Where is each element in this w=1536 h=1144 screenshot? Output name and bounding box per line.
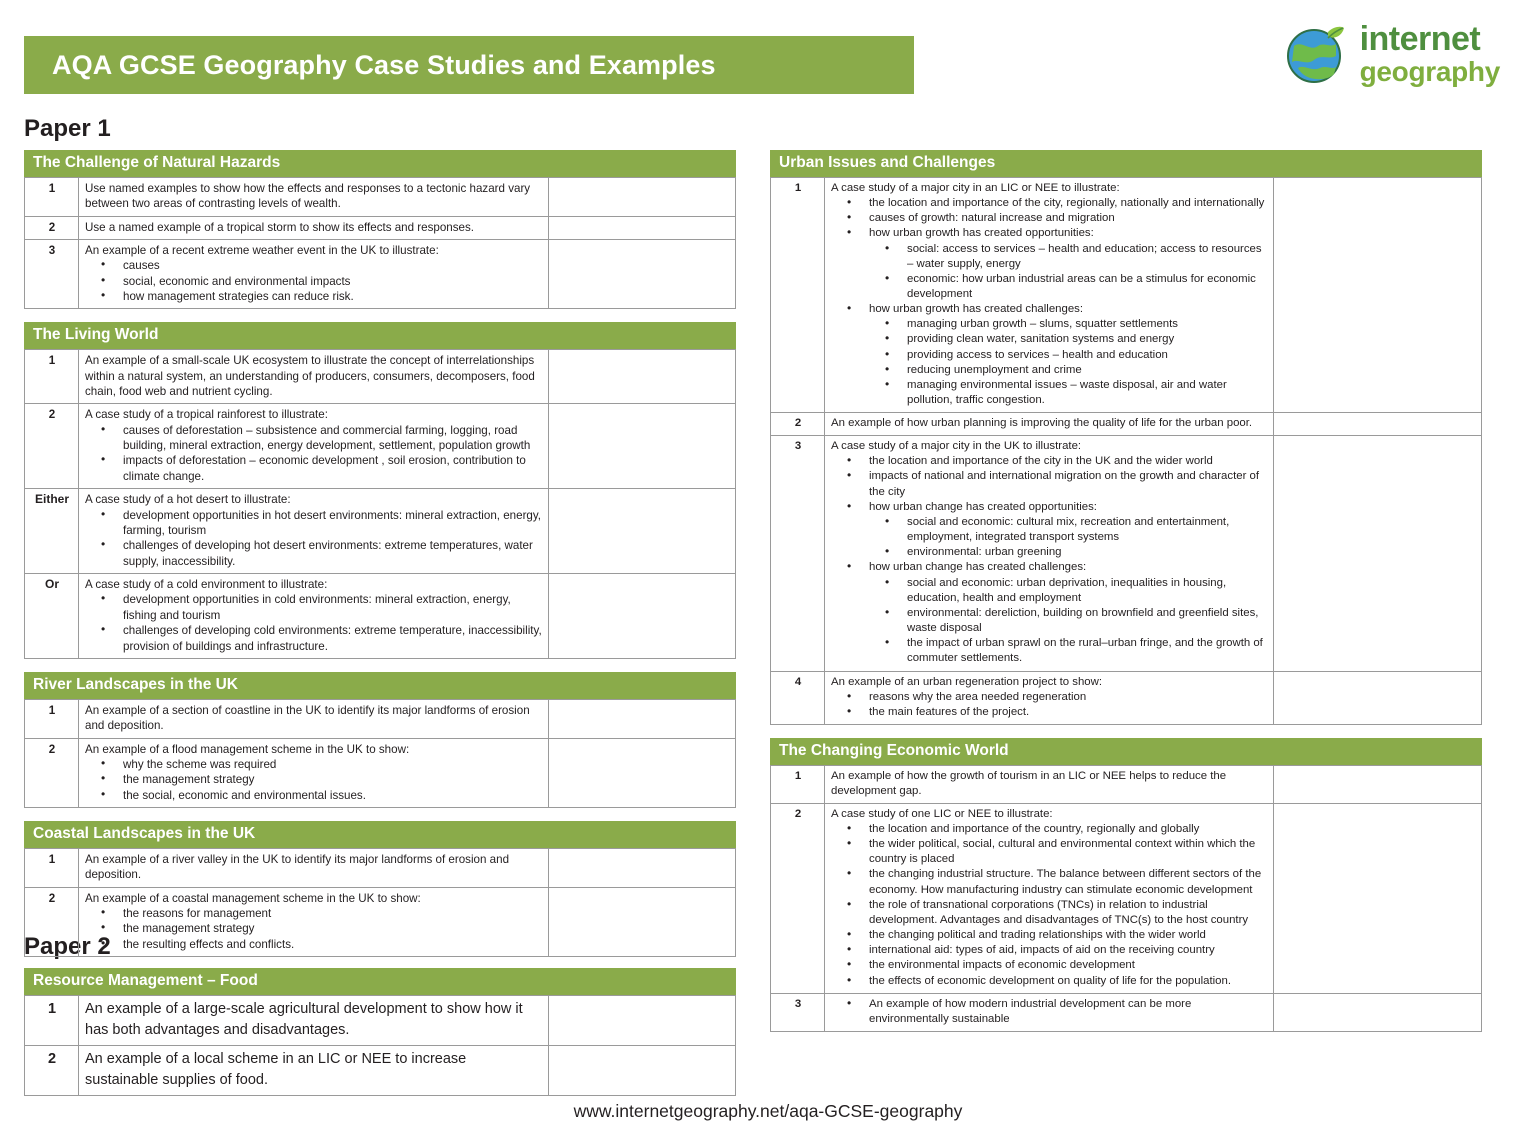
row-tickbox[interactable] [549,216,736,239]
row-number: 2 [25,887,79,957]
row-number: 1 [25,178,79,217]
section-title: The Changing Economic World [770,738,1482,765]
table-row [771,993,1482,1031]
row-number: 1 [25,996,79,1046]
row-lead: An example of a recent extreme weather event in the UK to illustrate: [85,243,439,257]
sub-bullet-item: • environmental: urban greening [869,545,1268,560]
row-number: 2 [25,404,79,489]
row-content [79,574,549,659]
row-tickbox[interactable] [1274,413,1482,436]
table-row [25,404,736,489]
table-row [771,671,1482,724]
section-table [24,699,736,808]
row-number: 1 [771,178,825,413]
left-column-lower [24,968,736,1109]
sub-bullet-item: • providing clean water, sanitation systems and energy [869,332,1268,347]
row-content [79,404,549,489]
table-row [25,849,736,888]
row-lead: An example of how urban planning is improving the quality of life for the urban poor. [831,417,1253,430]
sub-bullets [869,317,1268,408]
row-lead: An example of a local scheme in an LIC or NEE to increase sustainable supplies of food. [85,1051,467,1089]
bullet-item: • development opportunities in hot desert environments: mineral extraction, energy, farming, tourism [85,508,543,539]
row-lead: A case study of a major city in the UK to illustrate: [831,440,1082,453]
row-lead: A case study of a major city in an LIC or NEE to illustrate: [831,182,1120,194]
row-tickbox[interactable] [549,574,736,659]
row-content [825,436,1274,671]
row-content [79,996,549,1046]
row-bullets [831,822,1268,989]
row-tickbox[interactable] [549,849,736,888]
bullet-text: how urban growth has created challenges: [869,303,1084,316]
section-river-landscapes [24,672,736,808]
left-column [24,150,736,970]
bullet-item: • challenges of developing cold environments: extreme temperature, inaccessibility, provision of buildings and infrastructure. [85,623,543,654]
table-row [25,216,736,239]
globe-icon [1284,22,1348,86]
row-number: 3 [771,436,825,671]
section-table [770,177,1482,725]
row-tickbox[interactable] [549,489,736,574]
footer-url[interactable]: www.internetgeography.net/aqa-GCSE-geography [573,1101,963,1121]
row-lead: An example of a section of coastline in the UK to identify its major landforms of erosion and deposition. [85,704,530,733]
table-row [25,887,736,957]
bullet-item: • the changing industrial structure. The balance between different sectors of the economy. How manufacturing industry can stimulate economic development [831,867,1268,897]
section-table [24,349,736,659]
document-title-bar [24,36,914,94]
row-tickbox[interactable] [549,404,736,489]
sub-bullet-item: • managing environmental issues – waste disposal, air and water pollution, traffic congestion. [869,378,1268,408]
row-lead: An example of an urban regeneration project to show: [831,675,1103,688]
row-content [825,765,1274,803]
page-title: AQA GCSE Geography Case Studies and Examples [52,49,716,80]
row-lead: An example of a small-scale UK ecosystem to illustrate the concept of interrelationships within a natural system, an understanding of producers, consumers, decomposers, food chain, food web and nutrient cycling. [85,354,535,398]
row-content [79,489,549,574]
row-tickbox[interactable] [1274,765,1482,803]
row-bullets [85,757,543,803]
bullet-item: • impacts of national and international migration on the growth and character of the city [831,469,1268,499]
logo-wordmark [1360,22,1500,86]
row-lead: Use named examples to show how the effects and responses to a tectonic hazard vary between two areas of contrasting levels of wealth. [85,182,531,211]
row-content [79,239,549,309]
bullet-item: • causes of growth: natural increase and migration [831,211,1268,226]
table-row [771,413,1482,436]
row-content [79,849,549,888]
bullet-item: • impacts of deforestation – economic development , soil erosion, contribution to climate change. [85,453,543,484]
row-lead: An example of a flood management scheme in the UK to show: [85,742,410,756]
bullet-item: • international aid: types of aid, impacts of aid on the receiving country [831,943,1268,958]
bullet-item: • An example of how modern industrial development can be more environmentally sustainable [831,997,1268,1027]
row-bullets [831,997,1268,1027]
bullet-item: • the changing political and trading relationships with the wider world [831,928,1268,943]
section-title: The Living World [24,322,736,349]
row-tickbox[interactable] [549,1046,736,1096]
row-bullets [85,508,543,570]
row-content [825,413,1274,436]
table-row [25,738,736,808]
table-row [25,178,736,217]
table-row [25,489,736,574]
row-tickbox[interactable] [1274,671,1482,724]
row-tickbox[interactable] [549,350,736,404]
section-title: River Landscapes in the UK [24,672,736,699]
bullet-item: • the environmental impacts of economic development [831,958,1268,973]
row-content [825,803,1274,993]
bullet-item: • reasons why the area needed regeneration [831,690,1268,705]
section-table [24,177,736,309]
section-urban-issues [770,150,1482,725]
row-tickbox[interactable] [549,887,736,957]
bullet-item [831,226,1268,302]
row-lead: An example of how the growth of tourism in an LIC or NEE helps to reduce the development gap. [831,769,1227,797]
sub-bullets [869,515,1268,560]
bullet-item [831,302,1268,408]
section-title: Coastal Landscapes in the UK [24,821,736,848]
row-lead: A case study of a hot desert to illustrate: [85,493,291,507]
table-row [25,350,736,404]
row-bullets [831,196,1268,408]
row-number: 1 [25,700,79,739]
bullet-item: • the location and importance of the country, regionally and globally [831,822,1268,837]
table-row [771,436,1482,671]
bullet-item: • the location and importance of the city in the UK and the wider world [831,454,1268,469]
section-coastal-landscapes [24,821,736,957]
bullet-item: • the management strategy [85,921,543,936]
bullet-item: • why the scheme was required [85,757,543,772]
row-bullets [831,454,1268,666]
section-natural-hazards [24,150,736,309]
table-row [771,803,1482,993]
bullet-item: • the location and importance of the city, regionally, nationally and internationally [831,196,1268,211]
section-living-world [24,322,736,659]
row-lead: Use a named example of a tropical storm to show its effects and responses. [85,220,475,234]
row-content [79,178,549,217]
bullet-item: • the wider political, social, cultural and environmental context within which the country is placed [831,837,1268,867]
table-row [25,700,736,739]
row-content [79,1046,549,1096]
row-lead: An example of a large-scale agricultural development to show how it has both advantages and disadvantages. [85,1001,523,1039]
section-resource-management [24,968,736,1096]
row-lead: An example of a coastal management scheme in the UK to show: [85,891,421,905]
table-row [25,1046,736,1096]
row-bullets [85,423,543,485]
row-content [79,350,549,404]
sub-bullet-item: • reducing unemployment and crime [869,363,1268,378]
sub-bullets [869,242,1268,303]
bullet-text: how urban change has created challenges: [869,561,1087,574]
row-content [79,216,549,239]
row-lead: A case study of one LIC or NEE to illustrate: [831,807,1053,820]
row-number: 1 [771,765,825,803]
bullet-item: • causes [85,258,543,273]
table-row [771,765,1482,803]
row-tickbox[interactable] [549,239,736,309]
table-row [771,178,1482,413]
bullet-item: • the management strategy [85,772,543,787]
row-tickbox[interactable] [1274,803,1482,993]
row-number: 2 [771,413,825,436]
row-tickbox[interactable] [1274,178,1482,413]
row-number: Or [25,574,79,659]
section-table [24,995,736,1096]
section-title: Urban Issues and Challenges [770,150,1482,177]
bullet-item: • the effects of economic development on quality of life for the population. [831,974,1268,989]
row-content [79,738,549,808]
row-content [825,178,1274,413]
sub-bullet-item: • the impact of urban sprawl on the rural–urban fringe, and the growth of commuter settlements. [869,636,1268,666]
bullet-item: • how management strategies can reduce risk. [85,289,543,304]
bullet-item: • the resulting effects and conflicts. [85,937,543,952]
row-tickbox[interactable] [1274,436,1482,671]
row-content [79,700,549,739]
row-number: Either [25,489,79,574]
row-number: 3 [25,239,79,309]
section-economic-world [770,738,1482,1032]
bullet-item [831,500,1268,561]
row-bullets [85,592,543,654]
row-number: 2 [25,216,79,239]
paper-1-heading: Paper 1 [24,115,111,142]
bullet-item: • the reasons for management [85,906,543,921]
bullet-item: • the main features of the project. [831,705,1268,720]
row-bullets [85,906,543,952]
row-content [825,993,1274,1031]
bullet-item: • causes of deforestation – subsistence and commercial farming, logging, road building, mineral extraction, energy development, settlement, population growth [85,423,543,454]
row-lead: A case study of a cold environment to illustrate: [85,578,328,592]
sub-bullet-item: • economic: how urban industrial areas can be a stimulus for economic development [869,272,1268,302]
row-bullets [85,258,543,304]
row-lead: A case study of a tropical rainforest to illustrate: [85,408,328,422]
row-tickbox[interactable] [549,996,736,1046]
bullet-item [831,560,1268,666]
row-number: 1 [25,849,79,888]
row-tickbox[interactable] [549,178,736,217]
bullet-item: • development opportunities in cold environments: mineral extraction, energy, fishing and tourism [85,592,543,623]
row-number: 2 [25,738,79,808]
sub-bullet-item: • environmental: dereliction, building on brownfield and greenfield sites, waste disposal [869,606,1268,636]
sub-bullet-item: • managing urban growth – slums, squatter settlements [869,317,1268,332]
sub-bullet-item: • social and economic: cultural mix, recreation and entertainment, employment, integrated transport systems [869,515,1268,545]
section-title: Resource Management – Food [24,968,736,995]
table-row [25,574,736,659]
row-tickbox[interactable] [1274,993,1482,1031]
bullet-text: how urban change has created opportunities: [869,500,1097,513]
row-number: 3 [771,993,825,1031]
section-title: The Challenge of Natural Hazards [24,150,736,177]
row-number: 2 [25,1046,79,1096]
section-table [770,765,1482,1032]
bullet-item: • the social, economic and environmental issues. [85,788,543,803]
row-number: 1 [25,350,79,404]
row-tickbox[interactable] [549,700,736,739]
bullet-text: how urban growth has created opportunities: [869,227,1094,240]
row-content [79,887,549,957]
bullet-item: • challenges of developing hot desert environments: extreme temperatures, water supply, inaccessibility. [85,538,543,569]
logo-line-1: internet [1359,20,1481,58]
bullet-item: • the role of transnational corporations (TNCs) in relation to industrial development. Advantages and disadvantages of TNC(s) to the host country [831,898,1268,928]
row-bullets [831,690,1268,720]
logo-line-2: geography [1359,56,1500,87]
row-lead: An example of a river valley in the UK to identify its major landforms of erosion and deposition. [85,853,510,882]
paper-2-heading: Paper 2 [24,933,111,960]
sub-bullet-item: • social: access to services – health and education; access to resources – water supply, energy [869,242,1268,272]
row-number: 4 [771,671,825,724]
table-row [25,239,736,309]
bullet-item: • social, economic and environmental impacts [85,274,543,289]
sub-bullets [869,576,1268,667]
table-row [25,996,736,1046]
internet-geography-logo [1284,22,1500,86]
section-table [24,848,736,957]
right-column [770,150,1482,1045]
sub-bullet-item: • social and economic: urban deprivation, inequalities in housing, education, health and employment [869,576,1268,606]
row-number: 2 [771,803,825,993]
row-tickbox[interactable] [549,738,736,808]
sub-bullet-item: • providing access to services – health and education [869,348,1268,363]
row-content [825,671,1274,724]
